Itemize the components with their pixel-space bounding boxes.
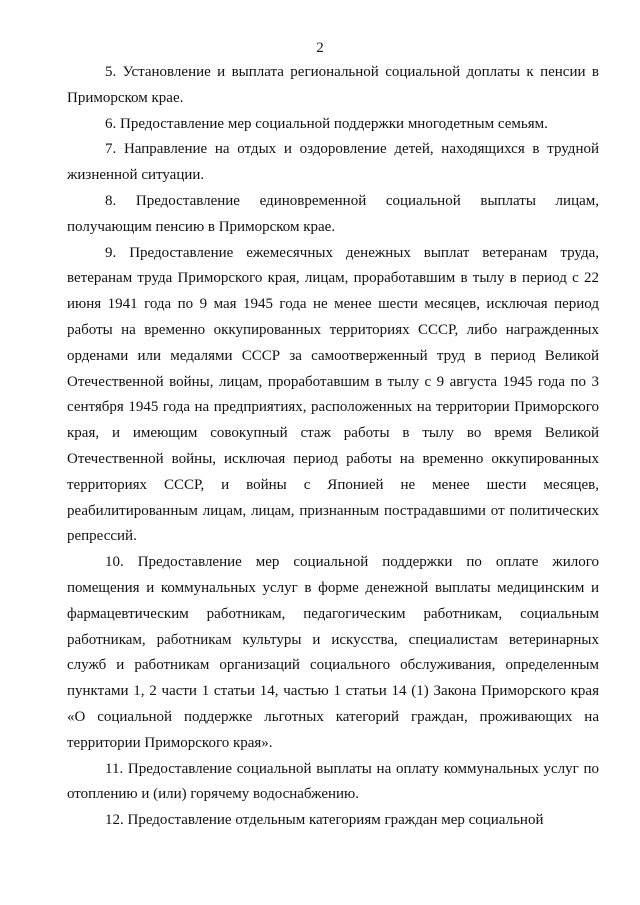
paragraph-item-8: 8. Предоставление единовременной социальной выплаты лицам, получающим пенсию в Приморском крае. xyxy=(67,192,599,235)
paragraph-item-12: 12. Предоставление отдельным категориям граждан мер социальной xyxy=(105,812,544,829)
paragraph-item-7: 7. Направление на отдых и оздоровление детей, находящихся в трудной жизненной ситуации. xyxy=(67,141,599,184)
paragraph-item-11: 11. Предоставление социальной выплаты на оплату коммунальных услуг по отоплению и (или) горячему водоснабжению. xyxy=(67,760,599,803)
paragraph-item-5: 5. Установление и выплата региональной социальной доплаты к пенсии в Приморском крае. xyxy=(67,64,599,106)
page-number: 2 xyxy=(316,40,324,56)
paragraph-item-9: 9. Предоставление ежемесячных денежных выплат ветеранам труда, ветеранам труда Приморского края, лицам, проработавшим в тылу в период с 22 июня 1941 года по 9 мая 1945 года не менее шести месяцев, исключая период работы на временно оккупированных территориях СССР, либо награжденных орденами или медалями СССР за самоотверженный труд в период Великой Отечественной войны, лицам, проработавшим в тылу с 9 августа 1945 года по 3 сентября 1945 года на предприятиях, расположенных на территории Приморского края, и имеющим совокупный стаж работы в тылу во время Великой Отечественной войны, исключая период работы на временно оккупированных территориях СССР, и войны с Японией не менее шести месяцев, реабилитированным лицам, лицам, признанным пострадавшими от политических репрессий. xyxy=(67,244,599,545)
paragraph-item-10: 10. Предоставление мер социальной поддержки по оплате жилого помещения и коммунальных услуг в форме денежной выплаты медицинским и фармацевтическим работникам, педагогическим работникам, социальным работникам, работникам культуры и искусства, специалистам ветеринарных служб и работникам организаций социального обслуживания, определенным пунктами 1, 2 части 1 статьи 14, частью 1 статьи 14 (1) Закона Приморского края «О социальной поддержке льготных категорий граждан, проживающих на территории Приморского края». xyxy=(67,554,599,751)
document-body xyxy=(67,60,599,834)
paragraph-item-6: 6. Предоставление мер социальной поддержки многодетным семьям. xyxy=(105,115,548,132)
